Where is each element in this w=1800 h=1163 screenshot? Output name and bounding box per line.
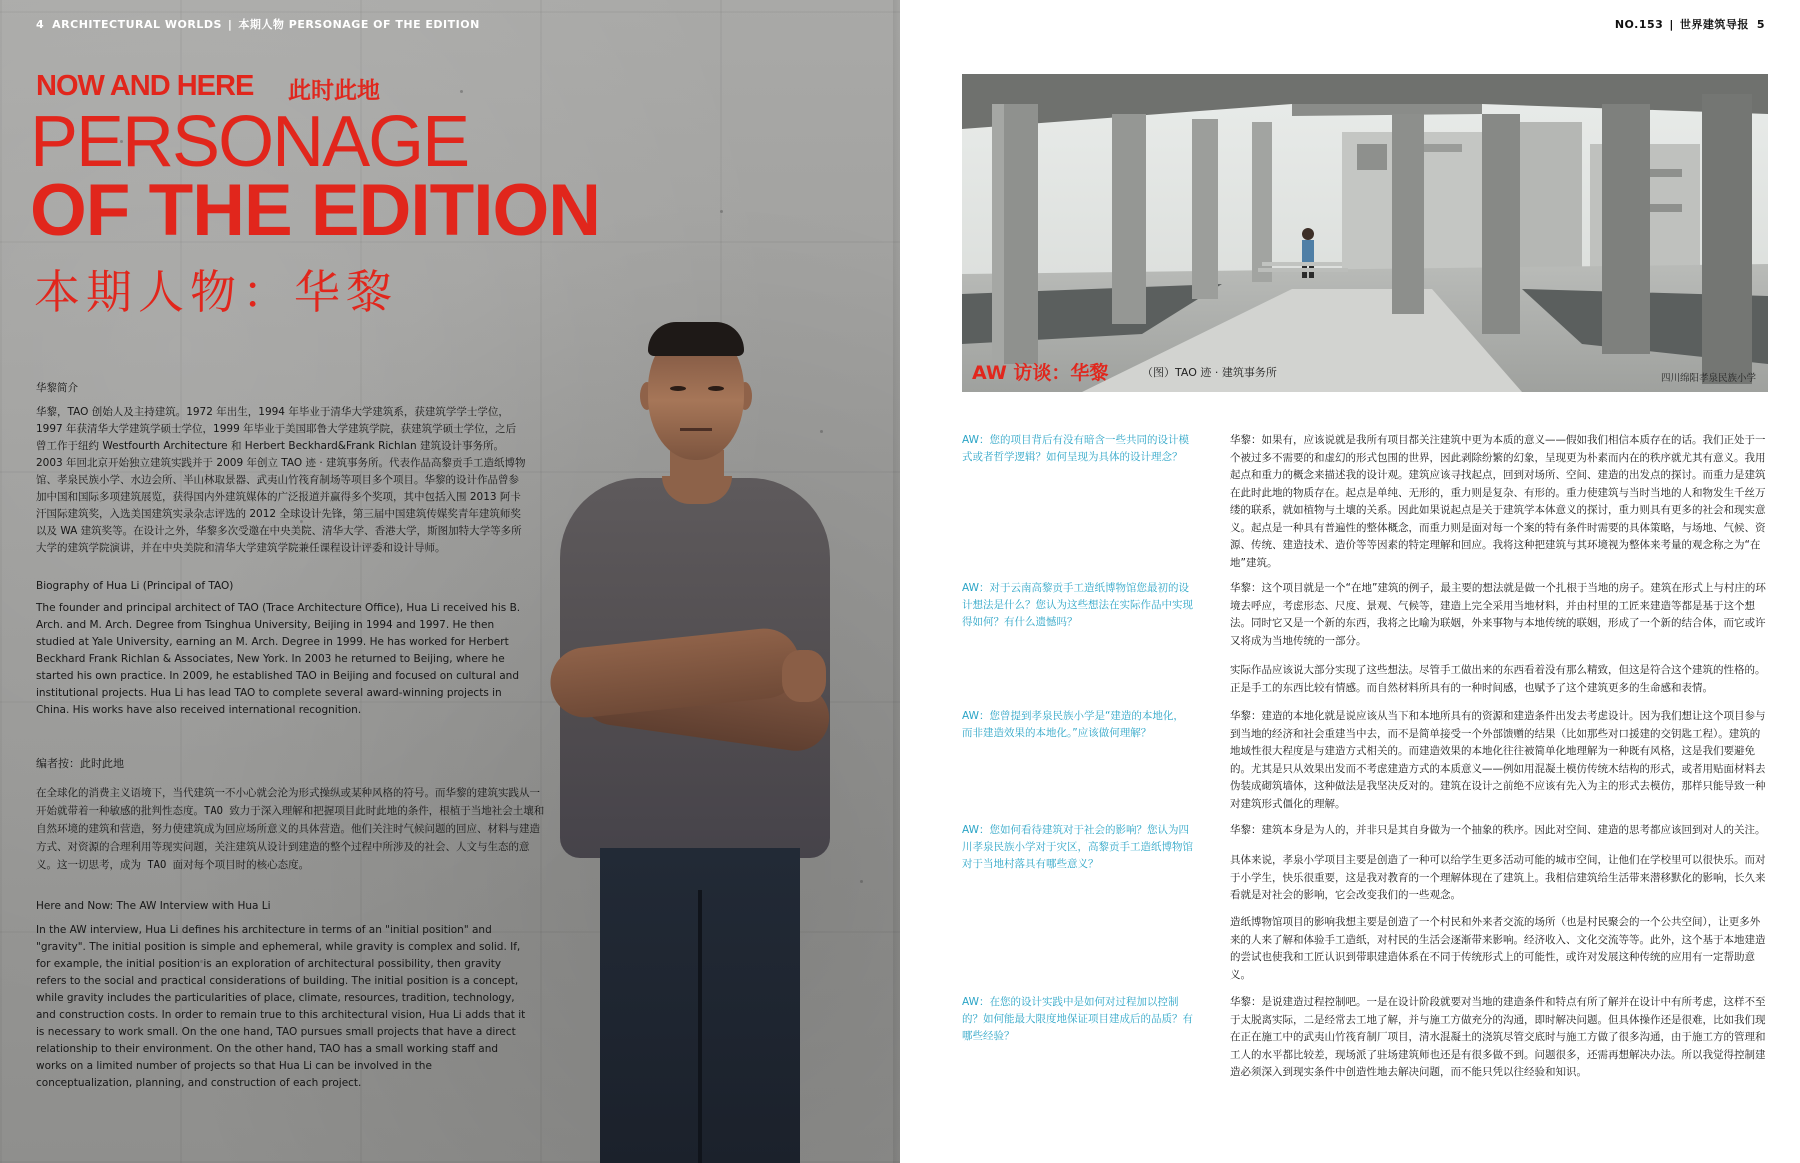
editor-note-body: 在全球化的消费主义语境下，当代建筑一不小心就会沦为形式操纵或某种风格的符号。而华黎的建筑实践从一开始就带着一种敏感的批判性态度。TAO 致力于深入理解和把握项目此时此地的条件，根植于当地社会土壤和自然环境的建筑和营造，努力使建筑成为回应场所意义的具体营造。他们关注时气候问题的回应、材料与建造方式、对资源的合理利用等现实问题，关注建筑从设计到建造的整个过程中所涉及的社会、人文与生态的意义。这一切思考，成为 TAO 面对每个项目时的核心态度。 xyxy=(36,787,545,871)
school-courtyard-photo xyxy=(962,74,1768,392)
interview-summary-heading: Here and Now: The AW Interview with Hua Li xyxy=(36,900,271,912)
interview-question: AW：您的项目背后有没有暗含一些共同的设计模式或者哲学逻辑？如何呈现为具体的设计理念？ xyxy=(962,434,1189,463)
photo-location: 四川绵阳孝泉民族小学 xyxy=(1660,373,1756,384)
portrait-eye xyxy=(670,386,686,391)
magazine-name: ARCHITECTURAL WORLDS xyxy=(52,18,222,31)
bio-en-body: The founder and principal architect of TAO (Trace Architecture Office), Hua Li received his B. Arch. and M. Arch. Degree from Tsinghua University, Beijing in 1994 and 1997. He then studied at Yale University, earning an M. Arch. Degree in 1999. He has worked for Herbert Beckhard Frank Richlan & Associates, New York. In 2003 he returned to Beijing, where he started his own practice. In 2009, he established TAO in Beijing and focused on cultural and institutional projects. Hua Li has lead TAO to complete several award-winning projects in China. His works have also received international recognition. xyxy=(36,602,521,716)
interview-question: AW：对于云南高黎贡手工造纸博物馆您最初的设计想法是什么？您认为这些想法在实际作品中实现得如何？有什么遗憾吗？ xyxy=(962,582,1193,628)
page-number: 4 xyxy=(36,18,45,31)
portrait-eye xyxy=(708,386,724,391)
title-line-2: OF THE EDITION xyxy=(30,170,600,251)
interview-summary-body: In the AW interview, Hua Li defines his architecture in terms of an "initial position" and "gravity". The initial position is simple and ephemeral, while gravity is complex and solid. If, for example, the initial position is an exploration of architectural possibility, then gravity refers to the social and practical considerations of building. The initial position is a concept, while gravity includes the particularities of place, climate, resources, tradition, technology, and construction costs. In order to remain true to this architectural vision, Hua Li adds that it is necessary to work small. On the one hand, TAO pursues small projects that have a direct relationship to their environment. On the other hand, TAO has a small working staff and works on a limited number of projects so that Hua Li can be involved in the conceptualization, planning, and construction of each project. xyxy=(36,924,526,1089)
interview-question: AW：您曾提到孝泉民族小学是“建造的本地化，而非建造效果的本地化。”应该做何理解？ xyxy=(962,710,1184,739)
editor-note-heading: 编者按：此时此地 xyxy=(36,757,124,770)
courtyard-illustration xyxy=(962,74,1768,392)
photo-caption-title: AW 访谈：华黎 xyxy=(972,362,1109,384)
title-chinese: 本期人物：华黎 xyxy=(34,265,398,319)
interview-answer: 华黎：这个项目就是一个“在地”建筑的例子，最主要的想法就是做一个扎根于当地的房子。建筑在形式上与村庄的环境去呼应，考虑形态、尺度、景观、气候等，建造上完全采用当地材料，并由村里的工匠来建造等都是基于这个想法。同时它又是一个新的东西，我将之比喻为联姻，外来事物与本地传统的联姻，形成了一个新的结合体，而它或许又将成为当地传统的一部分。 xyxy=(1230,582,1766,647)
interview-answer: 造纸博物馆项目的影响我想主要是创造了一个村民和外来者交流的场所（也是村民聚会的一个公共空间），让更多外来的人来了解和体验手工造纸，对村民的生活会逐渐带来影响。经济收入、文化交流等等。此外，这个基于本地建造的尝试也使我和工匠认识到带职建造体系在不同于传统形式上的可能性，或许对发展这种传统的应用有一定帮助意义。 xyxy=(1230,916,1766,981)
issue-number: NO.153 xyxy=(1614,18,1664,31)
interview-answer: 华黎：是说建造过程控制吧。一是在设计阶段就要对当地的建造条件和特点有所了解并在设计中有所考虑，这样不至于太脱离实际，二是经常去工地了解，并与施工方做充分的沟通，即时解决问题。但具体操作还是很难，比如我们现在正在施工中的武夷山竹筏育制厂项目，清水混凝土的浇筑尽管交底时与施工方做了很多沟通，由于施工方的管理和工人的水平都比较差，现场派了驻场建筑师也还是有很多做不到。问题很多，还需再想解决办法。所以我觉得控制建造必须深入到现实条件中创造性地去解决问题，而不能只凭以往经验和知识。 xyxy=(1230,996,1766,1078)
page-number: 5 xyxy=(1756,18,1765,31)
photo-credit: （图）TAO 迹 · 建筑事务所 xyxy=(1142,366,1277,379)
interview-answer: 华黎：建造的本地化就是说应该从当下和本地所具有的资源和建造条件出发去考虑设计。因为我们想让这个项目参与到当地的经济和社会重建当中去，而不是简单接受一个外部馈赠的结果（比如那些对口援建的交钥匙工程）。建筑的地域性很大程度是与建造方式相关的。而建造效果的本地化往往被简单化地理解为一种既有风格，这是我们要避免的。尤其是只从效果出发而不考虑建造方式的本质意义——例如用混凝土模仿传统木结构的形式，或者用贴面材料去伪装成砌筑墙体，这种做法是我坚决反对的。建筑在设计之前绝不应该有先入为主的形式去模仿，那样只能导致一种对建筑形式僵化的理解。 xyxy=(1230,710,1766,810)
running-head-right xyxy=(1615,16,1765,32)
interview-answer: 具体来说，孝泉小学项目主要是创造了一种可以给学生更多活动可能的城市空间，让他们在学校里可以很快乐。而对于小学生，快乐很重要，这是我对教育的一个理解体现在了建筑上。我相信建筑给生活带来潜移默化的影响，长久来看就是对社会的影响，它会改变我们的一些观念。 xyxy=(1230,854,1766,901)
portrait-photo xyxy=(520,300,860,1163)
kicker-english: NOW AND HERE xyxy=(36,70,254,102)
portrait-hair xyxy=(648,322,744,356)
bio-en-heading: Biography of Hua Li (Principal of TAO) xyxy=(36,580,234,592)
title-line-1: PERSONAGE xyxy=(30,102,469,182)
interview-answer: 华黎：建筑本身是为人的，并非只是其自身做为一个抽象的秩序。因此对空间、建造的思考都应该回到对人的关注。 xyxy=(1230,824,1766,836)
magazine-name-cn: 世界建筑导报 xyxy=(1679,18,1749,31)
interview-answer: 实际作品应该说大部分实现了这些想法。尽管手工做出来的东西看着没有那么精致，但这是符合这个建筑的性格的。正是手工的东西比较有情感。而自然材料所具有的一种时间感，也赋予了这个建筑更多的生命感和表情。 xyxy=(1230,664,1766,694)
separator: | xyxy=(227,18,233,31)
portrait-mouth xyxy=(680,428,712,431)
section-name: 本期人物 PERSONAGE OF THE EDITION xyxy=(238,18,480,31)
bio-cn-body: 华黎，TAO 创始人及主持建筑。1972 年出生，1994 年毕业于清华大学建筑系，获建筑学学士学位，1997 年获清华大学建筑学硕士学位，1999 年毕业于美国耶鲁大学建筑学院，获建筑学硕士学位，之后曾工作于纽约 Westfourth Architecture 和 Herbert Beckhard&Frank Richlan 建筑设计事务所。2003 年回北京开始独立建筑实践并于 2009 年创立 TAO 迹 · 建筑事务所。代表作品高黎贡手工造纸博物馆、孝泉民族小学、水边会所、半山林取景器、武夷山竹筏育制场等项目多个项目。华黎的设计作品曾参加中国和国际多项建筑展览，获得国内外建筑媒体的广泛报道并赢得多个奖项，其中包括入围 2013 阿卡汗国际建筑奖，入选美国建筑实录杂志评选的 2012 全球设计先锋，第三届中国建筑传媒奖青年建筑师奖以及 WA 建筑奖等。在设计之外，华黎多次受邀在中央美院、清华大学、香港大学，斯图加特大学等多所大学的建筑学院演讲，并在中央美院和清华大学建筑学院兼任课程设计评委和设计导师。 xyxy=(36,406,526,554)
interview-answer: 华黎：如果有，应该说就是我所有项目都关注建筑中更为本质的意义——假如我们相信本质存在的话。我们正处于一个被过多不需要的和虚幻的形式包围的世界，因此剥除纷繁的幻象，呈现更为朴素而内在的秩序就尤其有意义。我用起点和重力的概念来描述我的设计观。建筑应该寻找起点，回到对场所、空间、建造的出发点的探讨。而重力是建筑在此时此地的物质存在。起点是单纯、无形的，重力则是复杂、有形的。重力使建筑与当时当地的人和物发生千丝万缕的联系，就如植物与土壤的关系。因此如果说起点是关于建筑学本体意义的探讨，重力则具有更多的社会和现实意义。起点是一种具有普遍性的整体概念，而重力则是面对每一个案的特有条件时需要的具体策略，与场地、气候、资源、传统、建造技术、造价等等因素的特定理解和回应。我将这种把建筑与其环境视为整体来考量的观念称之为“在地”建筑。 xyxy=(1230,434,1766,569)
interview-question: AW：在您的设计实践中是如何对过程加以控制的？如何能最大限度地保证项目建成后的品质？有哪些经验？ xyxy=(962,996,1193,1042)
right-page xyxy=(900,0,1800,1163)
portrait-pants-seam xyxy=(698,890,702,1163)
running-head-left xyxy=(36,16,480,32)
interview-question: AW：您如何看待建筑对于社会的影响？您认为四川孝泉民族小学对于灾区，高黎贡手工造纸博物馆对于当地村落具有哪些意义？ xyxy=(962,824,1193,870)
bio-cn-heading: 华黎简介 xyxy=(36,382,78,394)
separator: | xyxy=(1669,18,1674,31)
portrait-fist xyxy=(782,650,826,702)
kicker-chinese: 此时此地 xyxy=(288,78,380,104)
